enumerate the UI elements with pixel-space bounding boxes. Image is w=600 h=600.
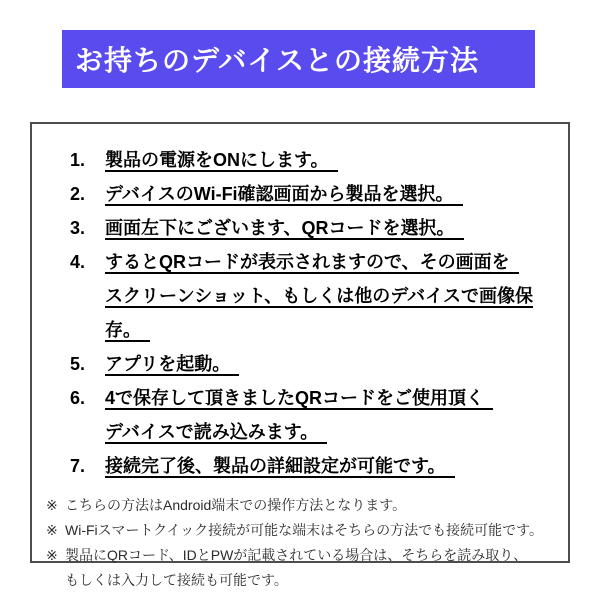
step-item [32, 245, 568, 347]
step-text-line [105, 449, 568, 483]
step-text: 画面左下にございます、QRコードを選択。 [105, 218, 464, 240]
step-item [32, 211, 568, 245]
step-number: 5. [70, 354, 86, 374]
instructions-box [30, 122, 570, 588]
step-item [32, 381, 568, 449]
step-item [32, 449, 568, 483]
step-item [32, 347, 568, 381]
step-text-line [105, 245, 568, 279]
step-text-line [105, 177, 568, 211]
step-text: デバイスで読み込みます。 [105, 422, 327, 444]
step-text-lines [105, 449, 568, 483]
step-text-lines [105, 245, 568, 347]
note-item [46, 493, 558, 518]
step-text-lines [105, 381, 568, 449]
note-item [46, 543, 558, 593]
step-number: 4. [70, 252, 86, 272]
step-text: デバイスのWi-Fi確認画面から製品を選択。 [105, 184, 463, 206]
step-text-line [105, 415, 568, 449]
header-banner [62, 30, 535, 88]
step-item [32, 143, 568, 177]
notes-list [46, 493, 558, 593]
step-text-lines [105, 347, 568, 381]
note-text: もしくは入力して接続も可能です。 [65, 572, 288, 588]
step-text-line [105, 279, 568, 347]
note-item [46, 518, 558, 543]
step-text: 製品の電源をONにします。 [105, 150, 338, 172]
step-text-line [105, 211, 568, 245]
step-number: 1. [70, 150, 86, 170]
step-text-lines [105, 177, 568, 211]
step-text-lines [105, 143, 568, 177]
note-text: こちらの方法はAndroid端末での操作方法となります。 [65, 497, 407, 513]
step-text: スクリーンショット、もしくは他のデバイスで画像保存。 [105, 286, 533, 340]
step-text: アプリを起動。 [105, 354, 239, 376]
step-text-line [105, 347, 568, 381]
note-text-lines [65, 543, 558, 593]
note-text-lines [65, 493, 558, 518]
note-text: Wi-Fiスマートクイック接続が可能な端末はそちらの方法でも接続可能です。 [65, 522, 543, 538]
note-marker: ※ [46, 522, 58, 538]
note-text: 製品にQRコード、IDとPWが記載されている場合は、そちらを読み取り、 [65, 547, 528, 563]
step-text-line [105, 143, 568, 177]
steps-list [32, 124, 568, 483]
note-marker: ※ [46, 497, 58, 513]
step-text: するとQRコードが表示されますので、その画面を [105, 252, 519, 274]
step-text-line [105, 381, 568, 415]
page-title: お持ちのデバイスとの接続方法 [75, 45, 480, 76]
note-text-lines [65, 518, 558, 543]
step-number: 6. [70, 388, 86, 408]
step-text: 4で保存して頂きましたQRコードをご使用頂く [105, 388, 493, 410]
step-number: 2. [70, 184, 86, 204]
step-number: 3. [70, 218, 86, 238]
step-text-lines [105, 211, 568, 245]
step-item [32, 177, 568, 211]
step-text: 接続完了後、製品の詳細設定が可能です。 [105, 456, 455, 478]
note-marker: ※ [46, 547, 58, 563]
step-number: 7. [70, 456, 86, 476]
